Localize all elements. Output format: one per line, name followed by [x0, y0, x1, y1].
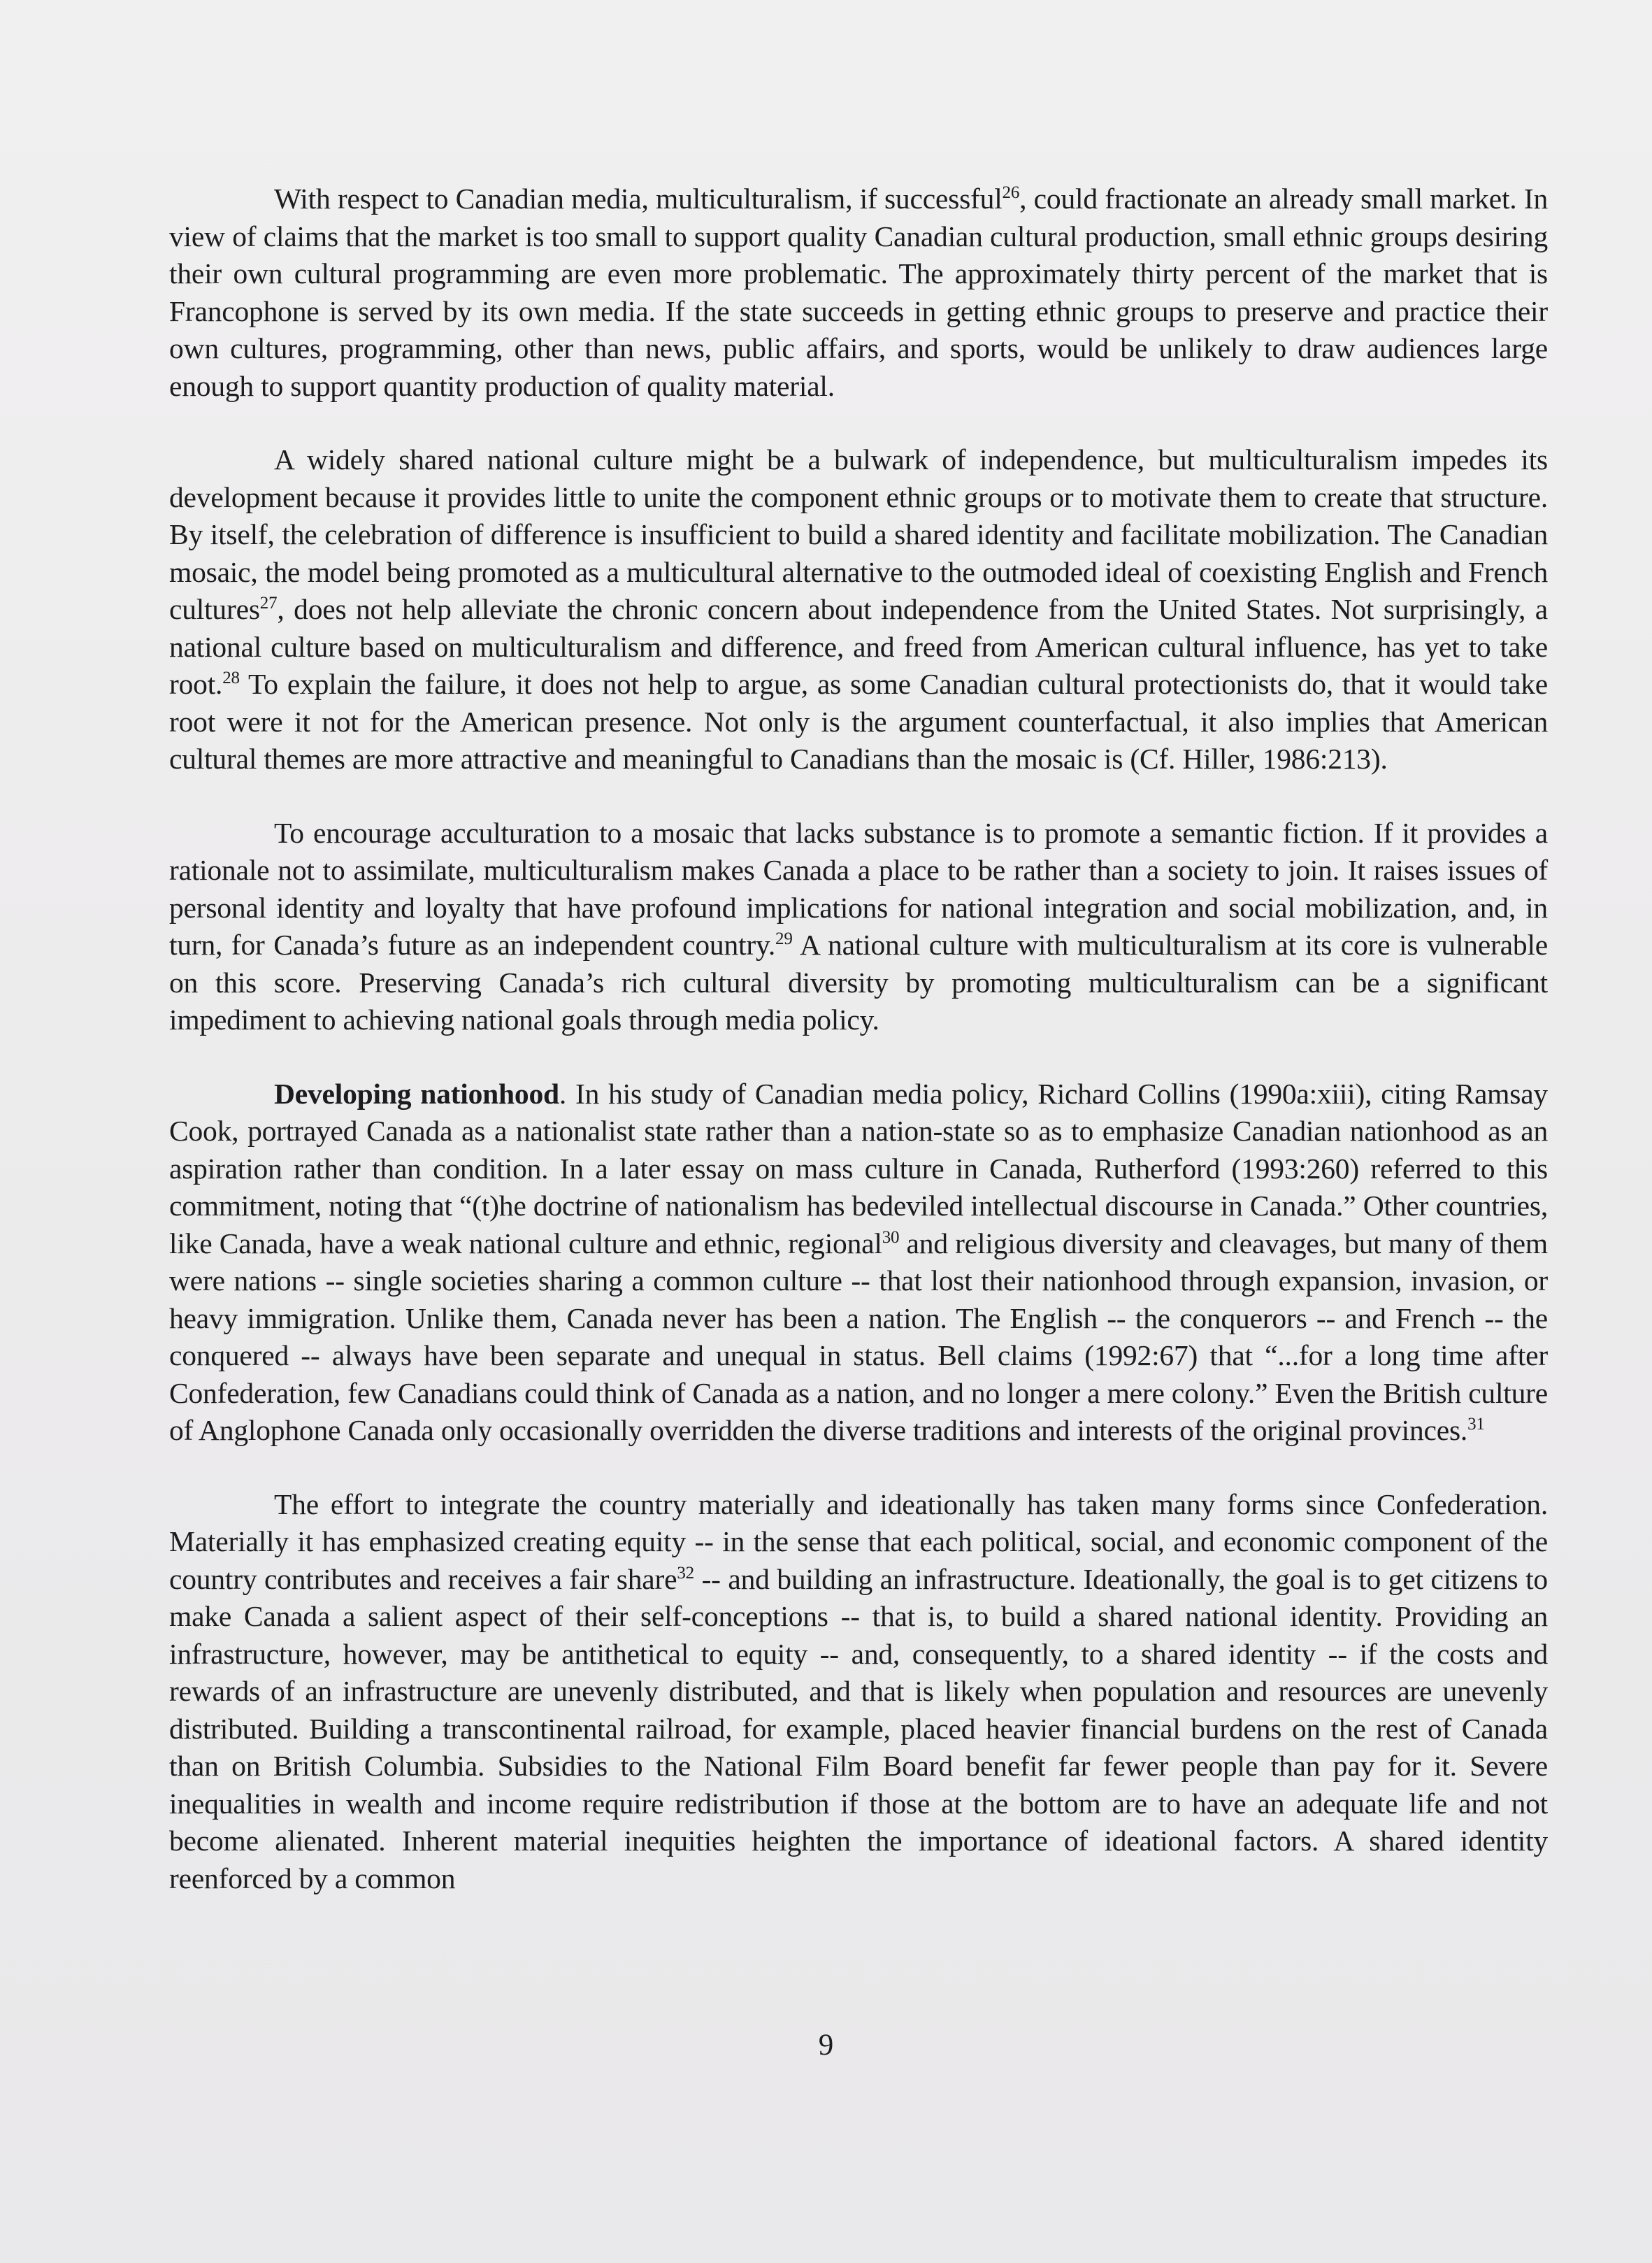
- paragraph-developing-nationhood: [169, 1076, 1548, 1450]
- text-run: The effort to integrate the country materially and ideationally has taken many forms since Confederation. Materially it has emphasized creating equity -- in the sense that each political, social, and economic component of the country contributes and receives a fair share: [169, 1487, 1548, 1595]
- footnote-ref-26: 26: [1002, 183, 1020, 203]
- body-text: [169, 180, 1548, 1934]
- text-run: To encourage acculturation to a mosaic that lacks substance is to promote a semantic fiction. If it provides a rationale not to assimilate, multiculturalism makes Canada a place to be rather than a society to join. It raises issues of personal identity and loyalty that have profound implications for national integration and social mobilization, and, in turn, for Canada’s future as an independent country.: [169, 816, 1548, 961]
- text-run: A national culture with multiculturalism at its core is vulnerable on this score. Preserving Canada’s rich cultural diversity by promoting multiculturalism can be a significant impediment to achieving national goals through media policy.: [169, 929, 1549, 1036]
- section-heading: Developing nationhood: [274, 1077, 559, 1110]
- text-run: , does not help alleviate the chronic concern about independence from the United States. Not surprisingly, a national culture based on multiculturalism and difference, and freed from American cultural influence, has yet to take root.: [169, 593, 1548, 700]
- footnote-ref-27: 27: [259, 594, 278, 613]
- text-run: To explain the failure, it does not help to argue, as some Canadian cultural protectionists do, that it would take root were it not for the American presence. Not only is the argument counterfactual, it also implies that American cultural themes are more attractive and meaningful to Canadians than the mosaic is (Cf. Hiller, 1986:213).: [169, 668, 1548, 775]
- paragraph-integration-effort: [169, 1486, 1548, 1898]
- footnote-ref-29: 29: [775, 929, 793, 949]
- text-run: A widely shared national culture might be a bulwark of independence, but multiculturalism impedes its development because it provides little to unite the component ethnic groups or to motivate them to create that structure. By itself, the celebration of difference is insufficient to build a shared identity and facilitate mobilization. The Canadian mosaic, the model being promoted as a multicultural alternative to the outmoded ideal of coexisting English and French cultures: [169, 443, 1548, 625]
- text-run: . In his study of Canadian media policy, Richard Collins (1990a:xiii), citing Ramsay Cook, portrayed Canada as a nationalist state rather than a nation-state so as to emphasize Canadian nationhood as an aspiration rather than condition. In a later essay on mass culture in Canada, Rutherford (1993:260) referred to this commitment, noting that “(t)he doctrine of nationalism has bedeviled intellectual discourse in Canada.” Other countries, like Canada, have a weak national culture and ethnic, regional: [169, 1077, 1548, 1259]
- footnote-ref-32: 32: [677, 1563, 694, 1583]
- footnote-ref-30: 30: [882, 1227, 900, 1247]
- footnote-ref-31: 31: [1467, 1415, 1485, 1434]
- paragraph-national-culture: [169, 441, 1548, 778]
- paragraph-acculturation: [169, 815, 1548, 1039]
- text-run: and religious diversity and cleavages, but many of them were nations -- single societies sharing a common culture -- that lost their nationhood through expansion, invasion, or heavy immigration. Unlike them, Canada never has been a nation. The English -- the conquerors -- and French -- the conquered -- always have been separate and unequal in status. Bell claims (1992:67) that “...for a long time after Confederation, few Canadians could think of Canada as a nation, and no longer a mere colony.” Even the British culture of Anglophone Canada only occasionally overridden the diverse traditions and interests of the original provinces.: [169, 1227, 1549, 1446]
- text-run: With respect to Canadian media, multiculturalism, if successful: [274, 183, 1003, 215]
- text-run: , could fractionate an already small market. In view of claims that the market is too small to support quality Canadian cultural production, small ethnic groups desiring their own cultural programming are even more problematic. The approximately thirty percent of the market that is Francophone is served by its own media. If the state succeeds in getting ethnic groups to preserve and practice their own cultures, programming, other than news, public affairs, and sports, would be unlikely to draw audiences large enough to support quantity production of quality material.: [169, 183, 1548, 402]
- footnote-ref-28: 28: [222, 669, 240, 688]
- paragraph-media-multiculturalism: [169, 180, 1548, 405]
- text-run: -- and building an infrastructure. Ideationally, the goal is to get citizens to make Canada a salient aspect of their self-conceptions -- that is, to build a shared national identity. Providing an infrastructure, however, may be antithetical to equity -- and, consequently, to a shared identity -- if the costs and rewards of an infrastructure are unevenly distributed, and that is likely when population and resources are unevenly distributed. Building a transcontinental railroad, for example, placed heavier financial burdens on the rest of Canada than on British Columbia. Subsidies to the National Film Board benefit far fewer people than pay for it. Severe inequalities in wealth and income require redistribution if those at the bottom are to have an adequate life and not become alienated. Inherent material inequities heighten the importance of ideational factors. A shared identity reenforced by a common: [169, 1562, 1548, 1894]
- page-number: 9: [818, 2029, 834, 2062]
